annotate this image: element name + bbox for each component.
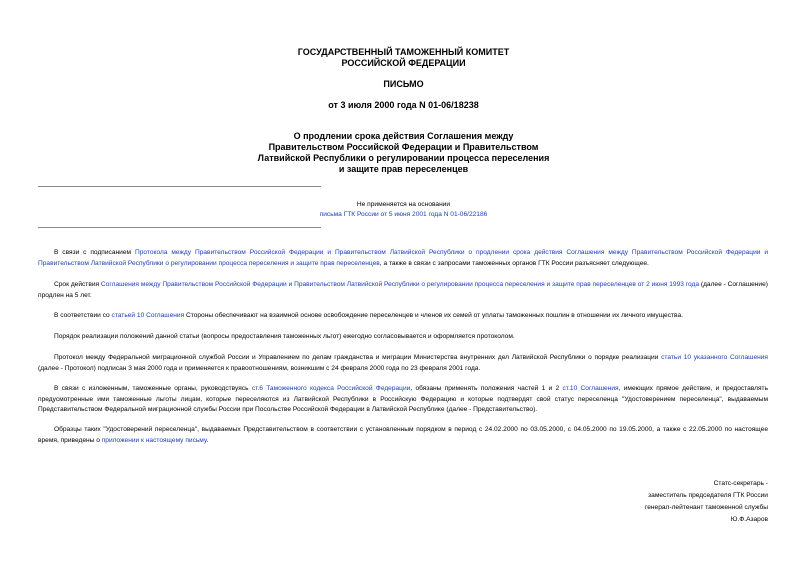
paragraph-7: [38, 425, 768, 446]
status-note-link-row: [0, 210, 807, 220]
paragraph-1: [38, 248, 768, 269]
status-note-link[interactable]: письма ГТК России от 5 июня 2001 года N 01-06/22186: [319, 211, 488, 218]
signature-rank: генерал-лейтенант таможенной службы: [644, 504, 768, 511]
paragraph-5-text-a: Протокол между Федеральной миграционной службой России и Управлением по делам гражданства и миграции Министерства внутренних дел Латвийской Республики о порядке реализации: [54, 354, 662, 361]
document-title-line1: О продлении срока действия Соглашения между: [293, 131, 514, 141]
paragraph-2-text-b: (далее - Соглашение) продлен на 5 лет.: [38, 281, 768, 299]
signature-block: [645, 478, 768, 526]
paragraph-6: [38, 384, 768, 416]
organization-name-line2: РОССИЙСКОЙ ФЕДЕРАЦИИ: [341, 58, 466, 68]
article-10-agreement-link[interactable]: статьи 10 указанного Соглашения: [661, 354, 769, 361]
appendix-link[interactable]: приложении к настоящему письму: [101, 436, 207, 444]
article-10-short-link[interactable]: ст.10 Соглашения: [562, 385, 619, 392]
separator-bottom: [38, 227, 321, 228]
document-type: ПИСЬМО: [383, 79, 424, 89]
agreement-link[interactable]: Соглашения между Правительством Российской Федерации и Правительством Латвийской Республики о регулировании процесса переселения и защите прав переселенцев от 2 июня 1993 года: [100, 281, 700, 288]
paragraph-5-text-b: (далее - Протокол) подписан 3 мая 2000 года и применяется к правоотношениям, возникшим с 24 февраля 2000 года по 23 февраля 2001 года.: [38, 364, 481, 372]
document-title-line4: и защите прав переселенцев: [338, 164, 469, 174]
paragraph-3: [38, 311, 768, 322]
customs-code-link[interactable]: ст.6 Таможенного кодекса Российской Федерации: [251, 385, 411, 392]
organization-name-line1: ГОСУДАРСТВЕННЫЙ ТАМОЖЕННЫЙ КОМИТЕТ: [297, 47, 510, 57]
paragraph-4-text: Порядок реализации положений данной статьи (вопросы предоставления таможенных льгот) ежегодно согласовывается и оформляется протоколом.: [54, 333, 515, 340]
signature-name: Ю.Ф.Азаров: [730, 516, 768, 523]
protocol-link[interactable]: Протокола между Правительством Российской Федерации и Правительством Латвийской Республики о продлении срока действия Соглашения между Правительством Российской Федерации и Правительством Латвийской Республики о регулировании процесса переселения и защите прав переселенцев: [38, 249, 769, 267]
paragraph-6-text-b: , обязаны применять положения частей 1 и 2: [410, 385, 563, 392]
article-10-link[interactable]: статьей 10 Соглашения: [111, 312, 185, 319]
document-title-line2: Правительством Российской Федерации и Правительством: [268, 142, 539, 152]
paragraph-2: [38, 280, 768, 301]
document-date-number: от 3 июля 2000 года N 01-06/18238: [328, 100, 479, 110]
document-title-line3: Латвийской Республики о регулировании процесса переселения: [257, 153, 550, 163]
separator-top: [38, 186, 321, 187]
signature-title: заместитель председателя ГТК России: [648, 492, 768, 499]
paragraph-1-text-b: , а также в связи с запросами таможенных органов ГТК России разъясняет следующее.: [379, 259, 649, 267]
paragraph-1-text-a: В связи с подписанием: [54, 249, 135, 256]
paragraph-7-text-b: .: [206, 436, 209, 444]
paragraph-4: [38, 332, 768, 343]
paragraph-6-text-a: В связи с изложенным, таможенные органы, руководствуясь: [54, 385, 252, 392]
paragraph-6-text-c: , имеющих прямое действие, и предоставлять предусмотренные ими таможенные льготы лицам, которые переселяются из Латвийской Республики в Российскую Федерацию и которые подтвердят свой статус переселенца "Удостоверением переселенца", выдаваемым Представительством Федеральной миграционной службы России при Посольстве Российской Федерации в Латвийской Республике (далее - Представительство).: [38, 385, 769, 413]
paragraph-3-text-a: В соответствии со: [54, 312, 112, 319]
signature-position: Статс-секретарь -: [713, 480, 768, 487]
paragraph-2-text-a: Срок действия: [54, 281, 101, 288]
paragraph-3-text-b: Стороны обеспечивают на взаимной основе освобождение переселенцев и членов их семей от уплаты таможенных пошлин в отношении их личного имущества.: [184, 312, 683, 319]
status-note-text: Не применяется на основании: [356, 201, 451, 208]
paragraph-5: [38, 353, 768, 374]
paragraph-7-text-a: Образцы таких "Удостоверений переселенца", выдаваемых Представительством в соответствии с установленным порядком в период с 24.02.2000 по 03.05.2000, с 04.05.2000 по 19.05.2000, а также с 22.05.2000 по настоящее время, приведены о: [38, 426, 768, 444]
